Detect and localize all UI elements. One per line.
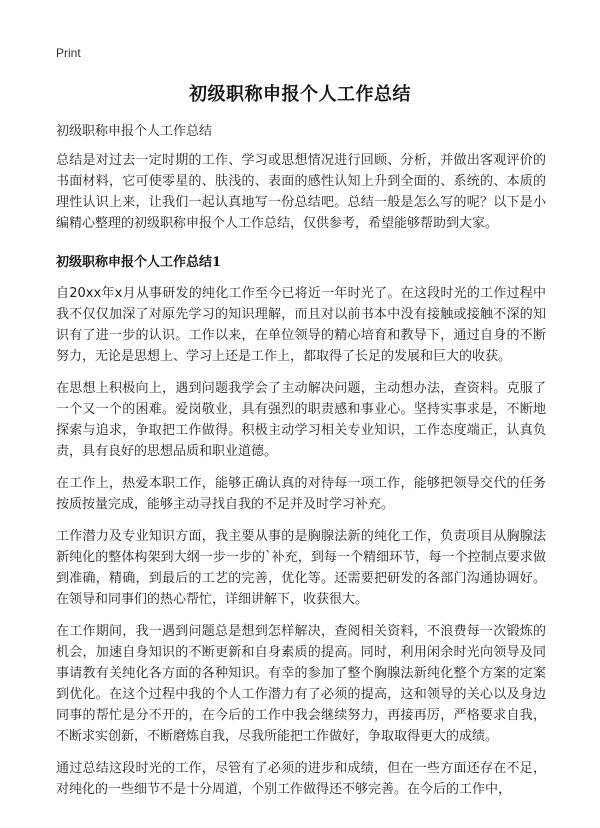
body-paragraph: 通过总结这段时光的工作，尽管有了必须的进步和成绩，但在一些方面还存在不足，对纯化的一些细节不是十分周道，个别工作做得还不够完善。在今后的工作中， [56, 761, 546, 797]
body-paragraph: 自20xx年x月从事研发的纯化工作至今已将近一年时光了。在这段时光的工作过程中我不仅仅加深了对原先学习的知识理解，而且对以前书本中没有接触或接触不深的知识有了进一步的认识。工作以来，在单位领导的精心培育和教导下，通过自身的不断努力，无论是思想上、学习上还是工作上，都取得了长足的发展和巨大的收获。 [56, 286, 546, 364]
body-paragraph: 在工作期间，我一遇到问题总是想到怎样解决，查阅相关资料，不浪费每一次锻炼的机会，加速自身知识的不断更新和自身素质的提高。同时，利用闲余时光向领导及同事请教有关纯化各方面的各种知识。有幸的参加了整个胸腺法新纯化整个方案的定案到优化。在这个过程中我的个人工作潜力有了必须的提高，这和领导的关心以及身边同事的帮忙是分不开的，在今后的工作中我会继续努力，再接再厉，严格要求自我，不断求实创新，不断磨炼自我，尽我所能把工作做好，争取取得更大的成绩。 [56, 624, 546, 744]
print-link[interactable]: Print [56, 46, 81, 60]
body-paragraph: 在思想上积极向上，遇到问题我学会了主动解决问题，主动想办法，查资料。克服了一个又一个的困难。爱岗敬业，具有强烈的职责感和事业心。坚持实事求是，不断地探索与追求，争取把工作做得。积极主动学习相关专业知识，工作态度端正，认真负责，具有良好的思想品质和职业道德。 [56, 381, 546, 459]
section-heading: 初级职称申报个人工作总结1 [56, 255, 222, 270]
body-paragraph: 工作潜力及专业知识方面，我主要从事的是胸腺法新的纯化工作，负责项目从胸腺法新纯化的整体构架到大纲一步一步的`补充，到每一个精细环节，每一个控制点要求做到准确，精确，到最后的工艺的完善，优化等。还需要把研发的各部门沟通协调好。在领导和同事们的热心帮忙，详细讲解下，收获很大。 [56, 529, 546, 607]
page-subtitle: 初级职称申报个人工作总结 [56, 124, 213, 139]
page-title: 初级职称申报个人工作总结 [189, 84, 411, 105]
body-paragraph: 在工作上，热爱本职工作，能够正确认真的对待每一项工作，能够把领导交代的任务按质按量完成，能够主动寻找自我的不足并及时学习补充。 [56, 476, 546, 512]
article-body [56, 150, 546, 811]
intro-paragraph: 总结是对过去一定时期的工作、学习或思想情况进行回顾、分析，并做出客观评价的书面材料，它可使零星的、肤浅的、表面的感性认知上升到全面的、系统的、本质的理性认识上来，让我们一起认真地写一份总结吧。总结一般是怎么写的呢？以下是小编精心整理的初级职称申报个人工作总结，仅供参考，希望能够帮助到大家。 [56, 153, 546, 231]
